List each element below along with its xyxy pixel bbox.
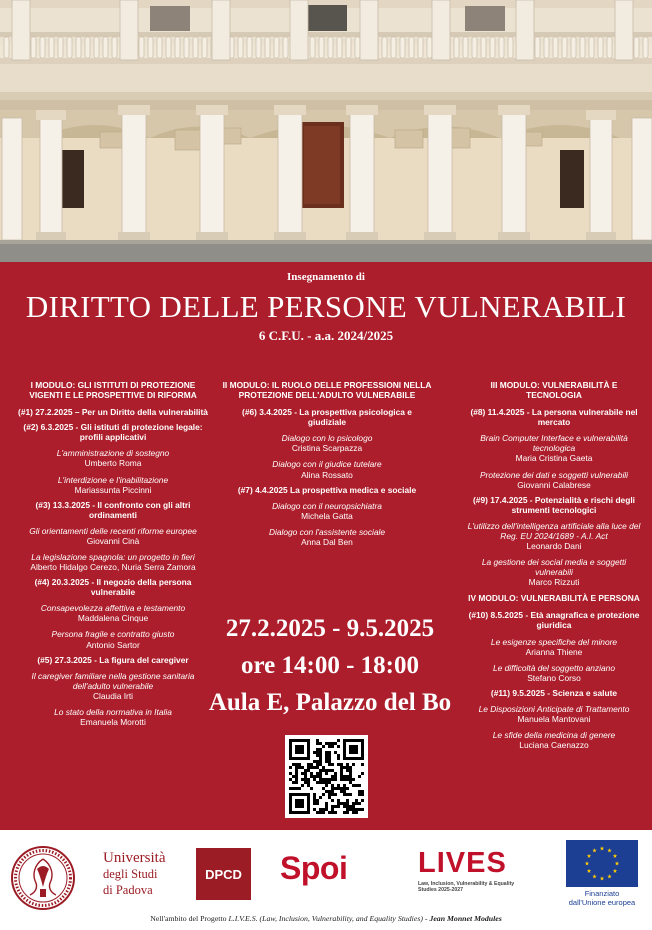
module-title: IV MODULO: VULNERABILITÀ E PERSONA [468, 593, 640, 604]
course-credits: 6 C.F.U. - a.a. 2024/2025 [258, 328, 394, 343]
talk-title: Le difficoltà del soggetto anziano [493, 662, 615, 673]
speaker-name: Stefano Corso [527, 672, 581, 683]
talk-title: Il caregiver familiare nella gestione sanitaria dell'adulto vulnerabile [31, 670, 195, 691]
event-time: ore 14:00 - 18:00 [241, 652, 419, 679]
speaker-name: Alina Rossato [301, 469, 353, 480]
eu-funding-logo [566, 840, 638, 907]
talk-title: Dialogo con lo psicologo [281, 433, 373, 444]
speaker-name: Emanuela Morotti [80, 717, 146, 728]
eu-flag-icon [566, 840, 638, 887]
talk-entry [222, 527, 432, 547]
talk-title: Dialogo con il neuropsichiatra [272, 500, 382, 511]
lesson-heading: (#2) 6.3.2025 - Gli istituti di protezione legale: profili applicativi [23, 422, 203, 443]
lives-subtitle: Law, Inclusion, Vulnerability & Equality Studies 2025-2027 [418, 881, 515, 893]
talk-entry [466, 557, 642, 587]
speaker-name: Maddalena Cinque [77, 613, 149, 624]
speaker-name: Marco Rizzuti [528, 577, 580, 588]
lesson-heading: (#11) 9.5.2025 - Scienza e salute [490, 687, 618, 698]
talk-title: L'interdizione e l'inabilitazione [57, 474, 169, 485]
note-project: L.I.V.E.S. (Law, Inclusion, Vulnerability, and Equality Studies) - [228, 914, 430, 923]
eu-funding-text: Finanziato dall'Unione europea [568, 889, 636, 907]
speaker-name: Manuela Mantovani [517, 714, 591, 725]
lesson-heading: (#3) 13.3.2025 - Il confronto con gli altri ordinamenti [35, 499, 191, 520]
lives-logo [418, 848, 530, 893]
talk-title: Brain Computer Interface e vulnerabilità tecnologica [480, 433, 628, 454]
event-info [170, 610, 490, 721]
lesson-heading: (#8) 11.4.2025 - La persona vulnerabile nel mercato [470, 407, 638, 428]
speaker-name: Luciana Caenazzo [519, 740, 589, 751]
module-column-2 [222, 380, 432, 547]
talk-entry [466, 663, 642, 683]
talk-title: Protezione dei dati e soggetti vulnerabili [479, 469, 629, 480]
talk-entry [14, 475, 212, 495]
talk-entry [222, 459, 432, 479]
talk-entry [222, 433, 432, 453]
talk-entry [466, 433, 642, 463]
program-panel [0, 262, 652, 830]
talk-title: La gestione dei social media e soggetti vulnerabili [481, 557, 627, 578]
speaker-name: Anna Dal Ben [301, 536, 353, 547]
speaker-name: Arianna Thiene [525, 646, 583, 657]
talk-entry [14, 448, 212, 468]
lesson-heading: (#1) 27.2.2025 – Per un Diritto della vulnerabilità [18, 407, 208, 418]
talk-entry [466, 730, 642, 750]
course-title: DIRITTO DELLE PERSONE VULNERABILI [25, 289, 627, 324]
talk-title: Gli orientamenti delle recenti riforme europee [29, 525, 197, 536]
speaker-name: Mariassunta Piccinni [74, 484, 152, 495]
lesson-heading: (#9) 17.4.2025 - Potenzialità e rischi degli strumenti tecnologici [473, 494, 635, 515]
lesson-heading: (#6) 3.4.2025 - La prospettiva psicologica e giudiziale [242, 407, 412, 428]
speaker-name: Alberto Hidalgo Cerezo, Nuria Serra Zamora [30, 562, 196, 573]
qr-code-icon [289, 739, 364, 814]
talk-entry [14, 552, 212, 572]
project-note [0, 914, 652, 923]
speaker-name: Antonio Sartor [86, 639, 140, 650]
lesson-heading: (#4) 20.3.2025 - Il negozio della persona vulnerabile [34, 577, 192, 598]
event-place: Aula E, Palazzo del Bo [208, 689, 452, 716]
courtyard-illustration [0, 0, 652, 262]
talk-title: Le Disposizioni Anticipate di Trattamento [478, 703, 630, 714]
unipd-wordmark [103, 850, 165, 898]
note-suffix: Jean Monnet Modules [429, 914, 502, 923]
lesson-heading: (#5) 27.3.2025 - La figura del caregiver [37, 654, 189, 665]
talk-entry [466, 637, 642, 657]
lives-wordmark: LIVES [418, 847, 507, 879]
talk-title: Dialogo con il giudice tutelare [272, 459, 382, 470]
qr-code[interactable] [285, 735, 368, 818]
module-title: III MODULO: VULNERABILITÀ E TECNOLOGIA [490, 380, 618, 401]
talk-entry [466, 470, 642, 490]
talk-title: Lo stato della normativa in Italia [54, 706, 172, 717]
palazzo-courtyard-photo [0, 0, 652, 262]
talk-title: Le sfide della medicina di genere [492, 730, 616, 741]
module-column-3 [466, 380, 642, 750]
talk-title: L'amministrazione di sostegno [56, 448, 170, 459]
speaker-name: Claudia Irti [92, 690, 134, 701]
speaker-name: Maria Cristina Gaeta [515, 453, 593, 464]
talk-title: La legislazione spagnola: un progetto in fieri [31, 552, 195, 563]
talk-entry [14, 526, 212, 546]
spoi-logo: Spoi [280, 850, 348, 886]
unipd-line: Università [103, 850, 166, 866]
speaker-name: Giovanni Calabrese [517, 479, 591, 490]
sponsor-footer [0, 830, 652, 930]
talk-entry [222, 501, 432, 521]
module-items [222, 407, 432, 547]
module-items [466, 610, 642, 750]
talk-title: Le esigenze specifiche del minore [490, 636, 618, 647]
lesson-heading: (#7) 4.4.2025 La prospettiva medica e sociale [237, 484, 417, 495]
module-items [466, 407, 642, 587]
dpcd-logo: DPCD [196, 848, 251, 900]
module-title: I MODULO: GLI ISTITUTI DI PROTEZIONE VIGENTI E LE PROSPETTIVE DI RIFORMA [29, 380, 197, 401]
talk-title: Persona fragile e contratto giusto [51, 629, 175, 640]
unipd-line: di Padova [103, 883, 153, 897]
event-dates: 27.2.2025 - 9.5.2025 [225, 615, 435, 642]
talk-title: Dialogo con l'assistente sociale [268, 526, 386, 537]
speaker-name: Michela Gatta [301, 510, 353, 521]
speaker-name: Cristina Scarpazza [291, 443, 363, 454]
talk-title: L'utilizzo dell'intelligenza artificiale alla luce del Reg. EU 2024/1689 - A.I. Act [467, 520, 641, 541]
speaker-name: Giovanni Cinà [86, 535, 140, 546]
talk-entry [466, 704, 642, 724]
talk-title: Consapevolezza affettiva e testamento [40, 603, 186, 614]
lesson-heading: (#10) 8.5.2025 - Età anagrafica e protezione giuridica [468, 610, 640, 631]
unipd-line: degli Studi [103, 867, 158, 881]
teaching-label: Insegnamento di [287, 271, 365, 283]
talk-entry [466, 521, 642, 551]
speaker-name: Umberto Roma [84, 458, 142, 469]
speaker-name: Leonardo Dani [526, 541, 582, 552]
unipd-seal-icon [10, 845, 76, 911]
module-title: II MODULO: IL RUOLO DELLE PROFESSIONI NELLA PROTEZIONE DELL'ADULTO VULNERABILE [222, 380, 432, 401]
note-prefix: Nell'ambito del Progetto [150, 914, 229, 923]
